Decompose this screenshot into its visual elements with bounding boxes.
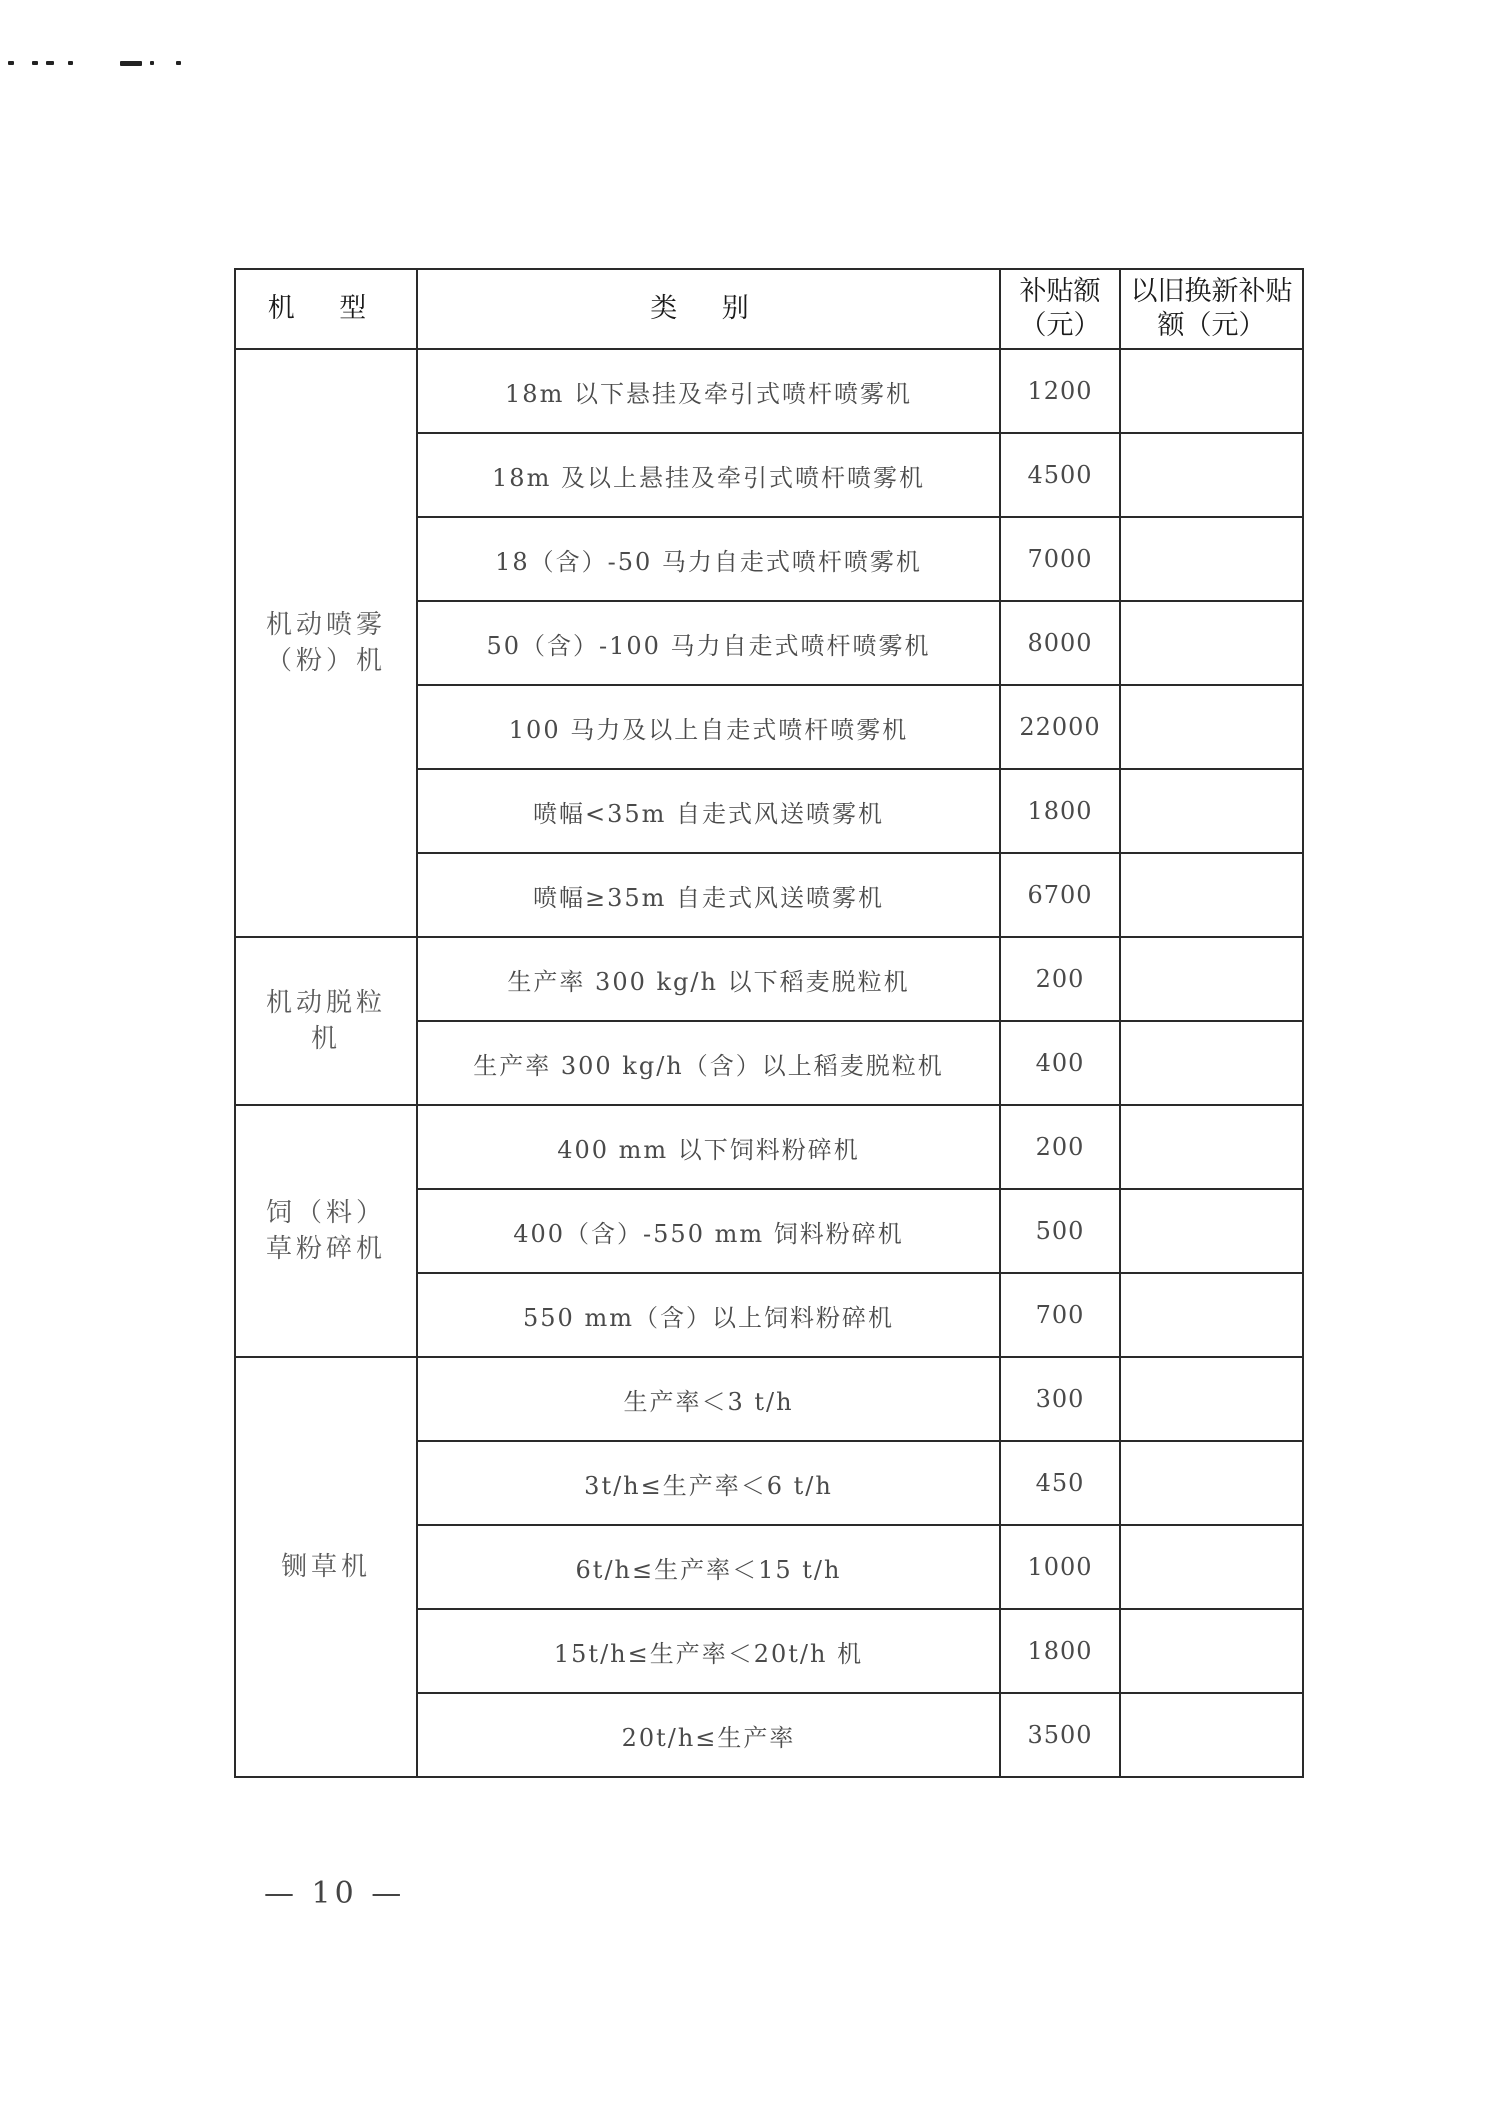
tradein-amount-cell: [1120, 1105, 1303, 1189]
tradein-amount-cell: [1120, 853, 1303, 937]
page-number: — 10 —: [264, 1876, 406, 1911]
subsidy-amount-cell: 300: [1000, 1357, 1120, 1441]
machine-type-cell: 铡草机: [235, 1357, 417, 1777]
subsidy-amount-cell: 1800: [1000, 769, 1120, 853]
tradein-amount-cell: [1120, 517, 1303, 601]
machine-type-cell: 饲（料）草粉碎机: [235, 1105, 417, 1357]
machine-type-cell: 机动喷雾（粉）机: [235, 349, 417, 937]
category-cell: 50（含）-100 马力自走式喷杆喷雾机: [417, 601, 1000, 685]
tradein-amount-cell: [1120, 1357, 1303, 1441]
scan-artifact-marks: [8, 58, 188, 68]
table-row: [235, 937, 1303, 1021]
tradein-amount-cell: [1120, 1609, 1303, 1693]
category-cell: 喷幅<35m 自走式风送喷雾机: [417, 769, 1000, 853]
tradein-amount-cell: [1120, 685, 1303, 769]
tradein-amount-cell: [1120, 601, 1303, 685]
machine-type-cell: 机动脱粒机: [235, 937, 417, 1105]
table-row: [235, 1105, 1303, 1189]
subsidy-amount-cell: 400: [1000, 1021, 1120, 1105]
tradein-amount-cell: [1120, 1441, 1303, 1525]
tradein-amount-cell: [1120, 433, 1303, 517]
category-cell: 18m 以下悬挂及牵引式喷杆喷雾机: [417, 349, 1000, 433]
tradein-amount-cell: [1120, 1273, 1303, 1357]
category-cell: 18（含）-50 马力自走式喷杆喷雾机: [417, 517, 1000, 601]
subsidy-amount-cell: 200: [1000, 937, 1120, 1021]
header-machine-type: 机 型: [235, 269, 417, 349]
subsidy-amount-cell: 3500: [1000, 1693, 1120, 1777]
table-body: [235, 349, 1303, 1777]
table-row: [235, 349, 1303, 433]
category-cell: 3t/h≤生产率＜6 t/h: [417, 1441, 1000, 1525]
tradein-amount-cell: [1120, 769, 1303, 853]
subsidy-amount-cell: 450: [1000, 1441, 1120, 1525]
tradein-amount-cell: [1120, 1693, 1303, 1777]
subsidy-table: [234, 268, 1304, 1778]
category-cell: 生产率＜3 t/h: [417, 1357, 1000, 1441]
header-subsidy-amount: 补贴额（元）: [1000, 269, 1120, 349]
category-cell: 550 mm（含）以上饲料粉碎机: [417, 1273, 1000, 1357]
category-cell: 100 马力及以上自走式喷杆喷雾机: [417, 685, 1000, 769]
tradein-amount-cell: [1120, 1021, 1303, 1105]
subsidy-amount-cell: 1000: [1000, 1525, 1120, 1609]
tradein-amount-cell: [1120, 1525, 1303, 1609]
header-category: 类 别: [417, 269, 1000, 349]
tradein-amount-cell: [1120, 1189, 1303, 1273]
subsidy-amount-cell: 200: [1000, 1105, 1120, 1189]
subsidy-amount-cell: 22000: [1000, 685, 1120, 769]
tradein-amount-cell: [1120, 937, 1303, 1021]
subsidy-amount-cell: 7000: [1000, 517, 1120, 601]
subsidy-amount-cell: 8000: [1000, 601, 1120, 685]
category-cell: 喷幅≥35m 自走式风送喷雾机: [417, 853, 1000, 937]
subsidy-amount-cell: 500: [1000, 1189, 1120, 1273]
subsidy-amount-cell: 6700: [1000, 853, 1120, 937]
subsidy-amount-cell: 1800: [1000, 1609, 1120, 1693]
category-cell: 18m 及以上悬挂及牵引式喷杆喷雾机: [417, 433, 1000, 517]
tradein-amount-cell: [1120, 349, 1303, 433]
category-cell: 15t/h≤生产率＜20t/h 机: [417, 1609, 1000, 1693]
subsidy-amount-cell: 1200: [1000, 349, 1120, 433]
category-cell: 6t/h≤生产率＜15 t/h: [417, 1525, 1000, 1609]
subsidy-amount-cell: 4500: [1000, 433, 1120, 517]
category-cell: 生产率 300 kg/h（含）以上稻麦脱粒机: [417, 1021, 1000, 1105]
category-cell: 生产率 300 kg/h 以下稻麦脱粒机: [417, 937, 1000, 1021]
category-cell: 400 mm 以下饲料粉碎机: [417, 1105, 1000, 1189]
header-tradein-amount: 以旧换新补贴额（元）: [1120, 269, 1303, 349]
subsidy-amount-cell: 700: [1000, 1273, 1120, 1357]
table-header-row: [235, 269, 1303, 349]
category-cell: 400（含）-550 mm 饲料粉碎机: [417, 1189, 1000, 1273]
category-cell: 20t/h≤生产率: [417, 1693, 1000, 1777]
table-row: [235, 1357, 1303, 1441]
